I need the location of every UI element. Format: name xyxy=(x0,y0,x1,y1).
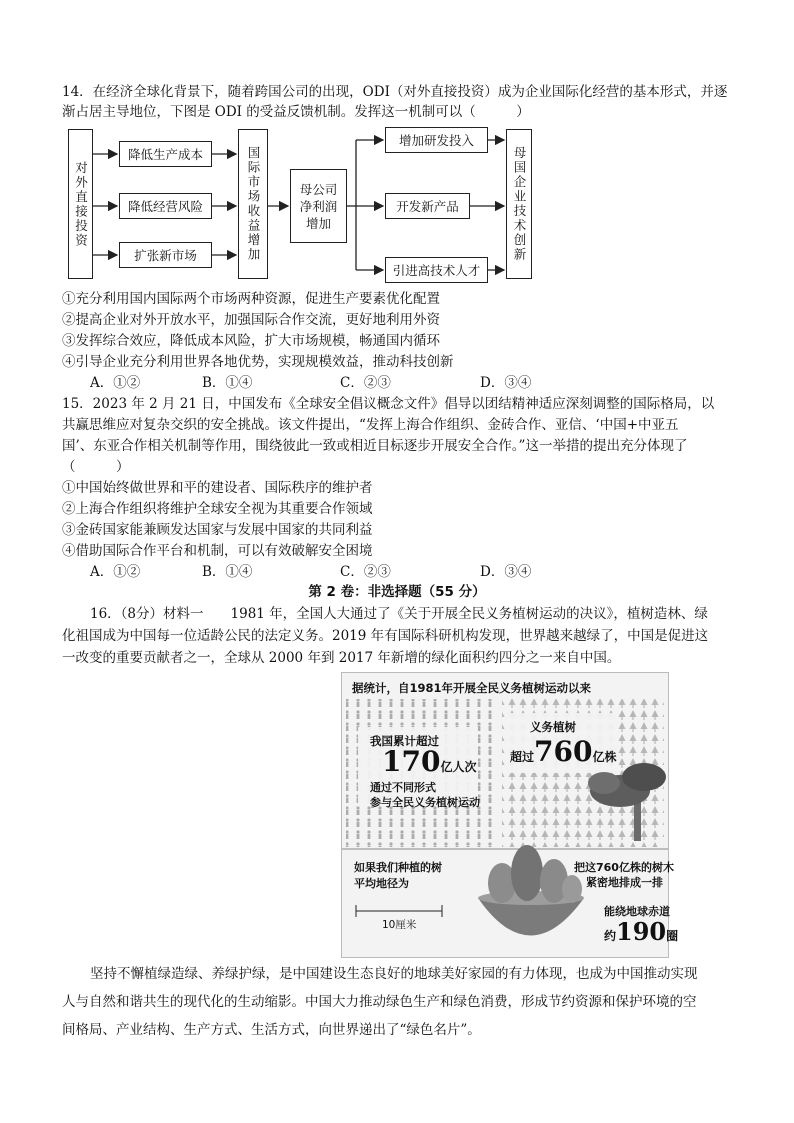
q14-option-b[interactable]: B．①④ xyxy=(202,375,253,391)
diameter-text-1: 如果我们种植的树 xyxy=(354,861,442,874)
q16-paragraph-line1: 坚持不懈植绿造绿、养绿护绿，是中国建设生态良好的地球美好家园的有力体现，也成为中国推动实现 xyxy=(90,966,698,982)
q15-stem-line3: 国’、东亚合作相关机制等作用，围绕彼此一致或相近目标逐步开展安全合作。”这一举措的提出充分体现了 xyxy=(62,438,688,454)
people-count-figure xyxy=(382,745,476,778)
tree-count-label: 义务植树 xyxy=(530,720,576,734)
parent-profit-line1: 母公司 xyxy=(299,181,338,197)
q14-statement-1: ①充分利用国内国际两个市场两种资源，促进生产要素优化配置 xyxy=(62,291,440,307)
q15-statement-3: ③金砖国家能兼顾发达国家与发展中国家的共同利益 xyxy=(62,522,373,538)
q15-option-c[interactable]: C．②③ xyxy=(340,564,391,580)
q14-option-d[interactable]: D．③④ xyxy=(480,375,532,391)
people-count-number: 170 xyxy=(382,745,441,778)
market-revenue-box: 国际市场收益增加 xyxy=(238,129,268,279)
diameter-ruler-icon xyxy=(356,905,442,917)
q14-stem-line1: 14．在经济全球化背景下，随着跨国公司的出现，ODI（对外直接投资）成为企业国际化经营的基本形式，并逐 xyxy=(62,84,728,100)
q14-statement-2: ②提高企业对外开放水平，加强国际合作交流，更好地利用外资 xyxy=(62,312,440,328)
q14-stem-line2: 渐占居主导地位，下图是 ODI 的受益反馈机制。发挥这一机制可以（ ） xyxy=(62,104,530,120)
tree-planting-infographic xyxy=(341,672,679,958)
tree-count-prefix: 超过 xyxy=(510,750,535,764)
action-talent-box: 引进高技术人才 xyxy=(385,257,488,283)
action-new-product-box: 开发新产品 xyxy=(385,193,470,219)
tree-count-figure xyxy=(510,735,616,768)
q16-line1: 16．（8分）材料一 1981 年，全国人大通过了《关于开展全民义务植树运动的决议》，植树造林、绿 xyxy=(90,606,708,622)
q14-statement-4: ④引导企业充分利用世界各地优势，实现规模效益，推动科技创新 xyxy=(62,354,454,370)
parent-profit-line2: 净利润 xyxy=(299,198,338,214)
effect-lower-cost-box: 降低生产成本 xyxy=(119,141,212,167)
parent-profit-line3: 增加 xyxy=(305,215,331,231)
q15-stem-line1: 15．2023 年 2 月 21 日，中国发布《全球安全倡议概念文件》倡导以团结精神适应深刻调整的国际格局，以 xyxy=(62,396,715,412)
line-text-1: 把这760亿株的树木 xyxy=(574,861,674,874)
people-form-label: 通过不同形式 xyxy=(370,781,436,794)
bowl-globe-icon xyxy=(478,845,584,936)
q15-option-b[interactable]: B．①④ xyxy=(202,564,253,580)
tree-count-unit: 亿株 xyxy=(592,750,617,764)
q15-option-d[interactable]: D．③④ xyxy=(480,564,532,580)
q14-option-a[interactable]: A．①② xyxy=(90,375,141,391)
parent-profit-box xyxy=(290,169,347,243)
infographic-header: 据统计，自1981年开展全民义务植树运动以来 xyxy=(352,681,592,695)
q16-line3: 一改变的重要贡献者之一，全球从 2000 年到 2017 年新增的绿化面积约四分之一来自中国。 xyxy=(62,650,621,666)
diameter-text-2: 平均地径为 xyxy=(354,877,409,890)
q14-statement-3: ③发挥综合效应，降低成本风险，扩大市场规模，畅通国内循环 xyxy=(62,333,440,349)
action-rd-box: 增加研发投入 xyxy=(385,127,488,153)
people-count-unit: 亿人次 xyxy=(440,760,477,774)
q15-stem-line4: （ ） xyxy=(62,459,130,475)
equator-prefix: 约 xyxy=(604,929,617,943)
q16-paragraph-line2: 人与自然和谐共生的现代化的生动缩影。中国大力推动绿色生产和绿色消费，形成节约资源和保护环境的空 xyxy=(62,994,697,1010)
line-text-2: 紧密地排成一排 xyxy=(586,876,663,889)
effect-new-market-box: 扩张新市场 xyxy=(119,242,212,268)
innovation-result-box: 母国企业技术创新 xyxy=(506,129,532,279)
q15-statement-4: ④借助国际合作平台和机制，可以有效破解安全困境 xyxy=(62,543,373,559)
diameter-value: 10厘米 xyxy=(382,919,417,931)
section-title: 第 2 卷：非选择题（55 分） xyxy=(308,584,486,600)
odi-source-box: 对外直接投资 xyxy=(68,129,93,279)
people-campaign-label: 参与全民义务植树运动 xyxy=(370,796,480,809)
q16-paragraph-line3: 间格局、产业结构、生产方式、生活方式，向世界递出了“绿色名片”。 xyxy=(62,1022,481,1038)
q15-stem-line2: 共赢思维应对复杂交织的安全挑战。该文件提出，“发挥上海合作组织、金砖合作、亚信、‘中国+中亚五 xyxy=(62,417,679,433)
q14-option-c[interactable]: C．②③ xyxy=(340,375,391,391)
equator-unit: 圈 xyxy=(666,929,679,943)
q16-line2: 化祖国成为中国每一位适龄公民的法定义务。2019 年有国际科研机构发现，世界越来越绿了，中国是促进这 xyxy=(62,628,709,644)
q15-statement-2: ②上海合作组织将维护全球安全视为其重要合作领域 xyxy=(62,501,373,517)
equator-text: 能绕地球赤道 xyxy=(604,905,670,918)
equator-number: 190 xyxy=(616,917,667,946)
tree-count-number: 760 xyxy=(534,735,593,768)
effect-lower-risk-box: 降低经营风险 xyxy=(119,193,212,219)
q15-statement-1: ①中国始终做世界和平的建设者、国际秩序的维护者 xyxy=(62,480,373,496)
equator-figure xyxy=(604,917,678,946)
people-count-label: 我国累计超过 xyxy=(370,734,439,748)
q15-option-a[interactable]: A．①② xyxy=(90,564,141,580)
